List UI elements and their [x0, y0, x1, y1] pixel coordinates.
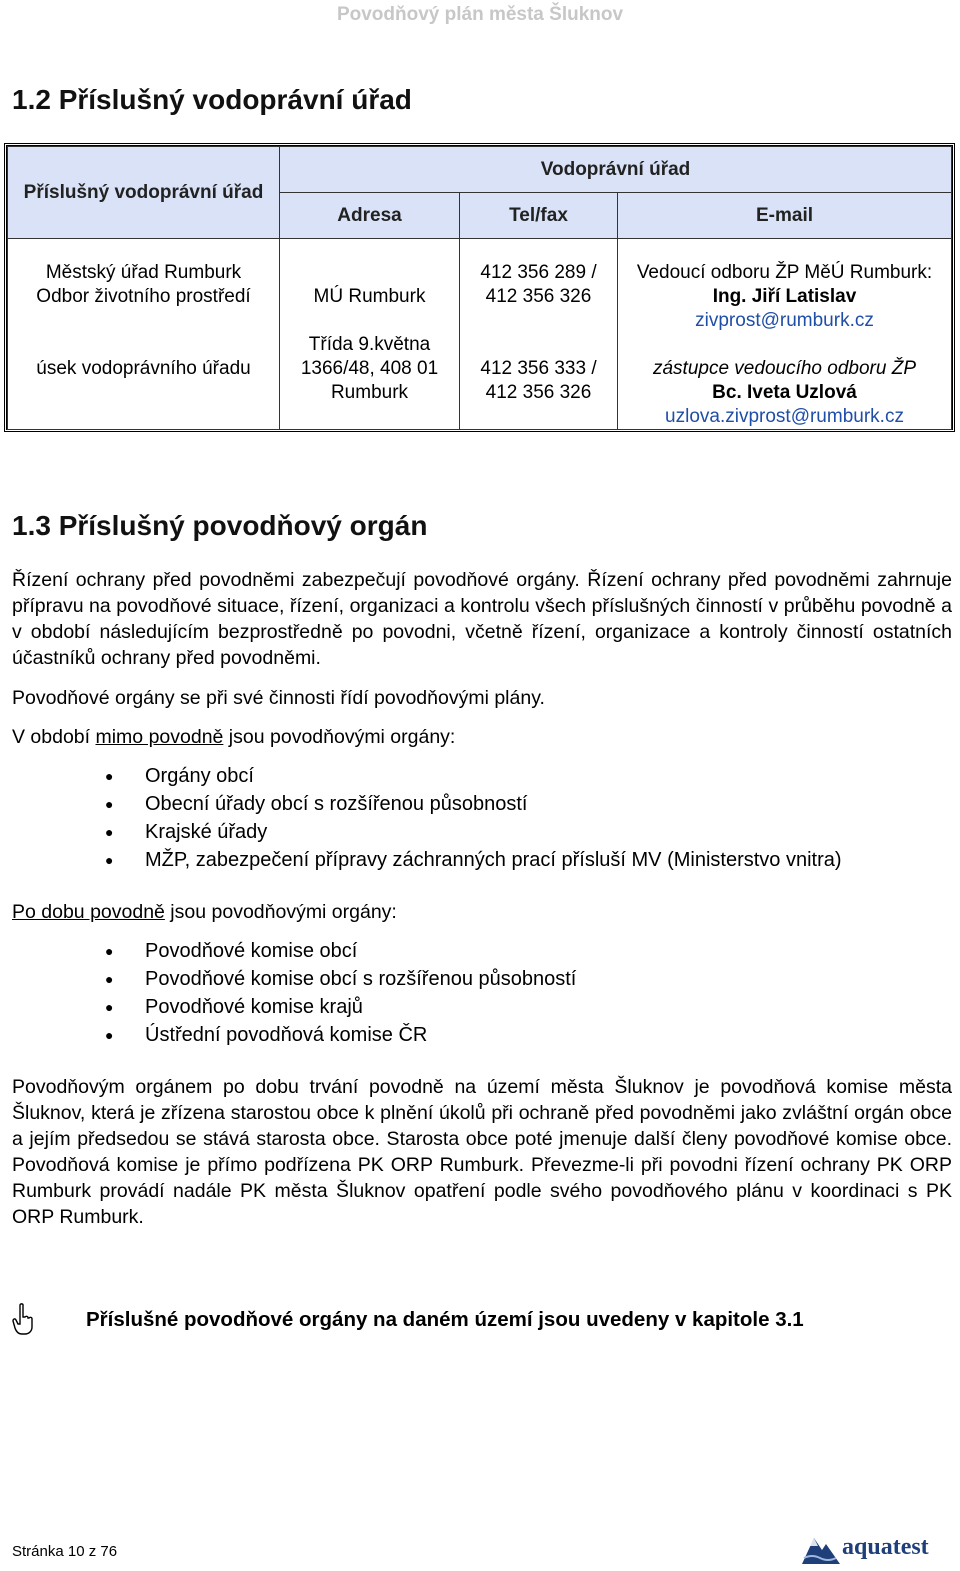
- email-link-1[interactable]: zivprost@rumburk.cz: [695, 310, 874, 331]
- paragraph-4-text: jsou povodňovými orgány:: [164, 901, 397, 923]
- bullet-icon: ●: [105, 768, 114, 784]
- col-header-tel: Tel/fax: [460, 193, 618, 239]
- page-number: Stránka 10 z 76: [12, 1543, 118, 1560]
- bullet-icon: ●: [105, 852, 114, 868]
- table-top-header: Vodoprávní úřad: [280, 147, 952, 193]
- bullet-icon: ●: [105, 999, 114, 1015]
- bullet-icon: ●: [105, 971, 114, 987]
- tel-cell: [460, 239, 618, 430]
- logo-mountain-icon: [802, 1538, 840, 1564]
- paragraph-5: Povodňovým orgánem po dobu trvání povodně na území města Šluknov je povodňová komise města Šluknov, která je zřízena starostou obce k plnění úkolů při ochraně před povodněmi jako zvláštní orgán obce a jejím předsedou se stává starosta obce. Starosta obce poté jmenuje další členy povodňové komise obce. Povodňová komise je přímo podřízena PK ORP Rumburk. Převezme-li při povodni řízení ochrany PK ORP Rumburk provádí nadále PK města Šluknov opatření podle svého povodňového plánu v koordinaci s PK ORP Rumburk.: [12, 1076, 952, 1228]
- underline-outside-flood: mimo povodně: [95, 726, 224, 748]
- email-name-1: Ing. Jiří Latislav: [712, 286, 857, 307]
- email-link-2[interactable]: uzlova.zivprost@rumburk.cz: [665, 406, 904, 427]
- paragraph-2: Povodňové orgány se při své činnosti řídí povodňovými plány.: [12, 687, 545, 709]
- section-heading-1-2: 1.2 Příslušný vodoprávní úřad: [12, 84, 412, 115]
- email-cell: [618, 239, 952, 430]
- authority-cell: [8, 239, 280, 430]
- bullet-icon: ●: [105, 943, 114, 959]
- logo-text: aquatest: [842, 1534, 929, 1560]
- paragraph-3-text: jsou povodňovými orgány:: [223, 726, 456, 748]
- note-reference: Příslušné povodňové orgány na daném území jsou uvedeny v kapitole 3.1: [86, 1308, 804, 1331]
- authority-line: Městský úřad Rumburk: [45, 262, 242, 283]
- bullet-icon: ●: [105, 824, 114, 840]
- paragraph-3-text: V období: [12, 726, 96, 748]
- address-cell: [280, 239, 460, 430]
- paragraph-1: Řízení ochrany před povodněmi zabezpečují povodňové orgány. Řízení ochrany před povodněmi zahrnuje přípravu na povodňové situace, řízení, organizaci a kontrolu všech příslušných činností v průběhu povodně a v období následujícím bezprostředně po povodni, včetně řízení, organizace a kontroly činností ostatních účastníků ochrany před povodněmi.: [12, 569, 952, 669]
- bullet-icon: ●: [105, 1027, 114, 1043]
- tel-line: 412 356 326: [485, 382, 592, 403]
- paragraph-4: [12, 899, 952, 925]
- bullet-icon: ●: [105, 796, 114, 812]
- authority-table: [4, 143, 955, 432]
- tel-line: 412 356 289 /: [480, 262, 597, 283]
- authority-line: úsek vodoprávního úřadu: [36, 358, 251, 379]
- section-heading-1-3: 1.3 Příslušný povodňový orgán: [12, 510, 428, 541]
- email-role-2: zástupce vedoucího odboru ŽP: [652, 358, 916, 379]
- email-name-2: Bc. Iveta Uzlová: [712, 382, 857, 403]
- col-header-email: E-mail: [618, 193, 952, 239]
- col-header-address: Adresa: [280, 193, 460, 239]
- pointing-hand-icon: [12, 1303, 34, 1335]
- authority-line: Odbor životního prostředí: [36, 286, 251, 307]
- email-role-1: Vedoucí odboru ŽP MěÚ Rumburk:: [636, 262, 933, 283]
- company-logo: [802, 1532, 942, 1566]
- col-header-authority: Příslušný vodoprávní úřad: [8, 147, 280, 239]
- paragraph-3: [12, 724, 952, 750]
- address-line: 1366/48, 408 01: [300, 358, 439, 379]
- address-line: Rumburk: [330, 382, 409, 403]
- document-header-title: Povodňový plán města Šluknov: [336, 4, 624, 25]
- underline-during-flood: Po dobu povodně: [12, 901, 165, 923]
- address-line: MÚ Rumburk: [313, 286, 426, 307]
- address-line: Třída 9.května: [308, 334, 431, 355]
- tel-line: 412 356 333 /: [480, 358, 597, 379]
- tel-line: 412 356 326: [485, 286, 592, 307]
